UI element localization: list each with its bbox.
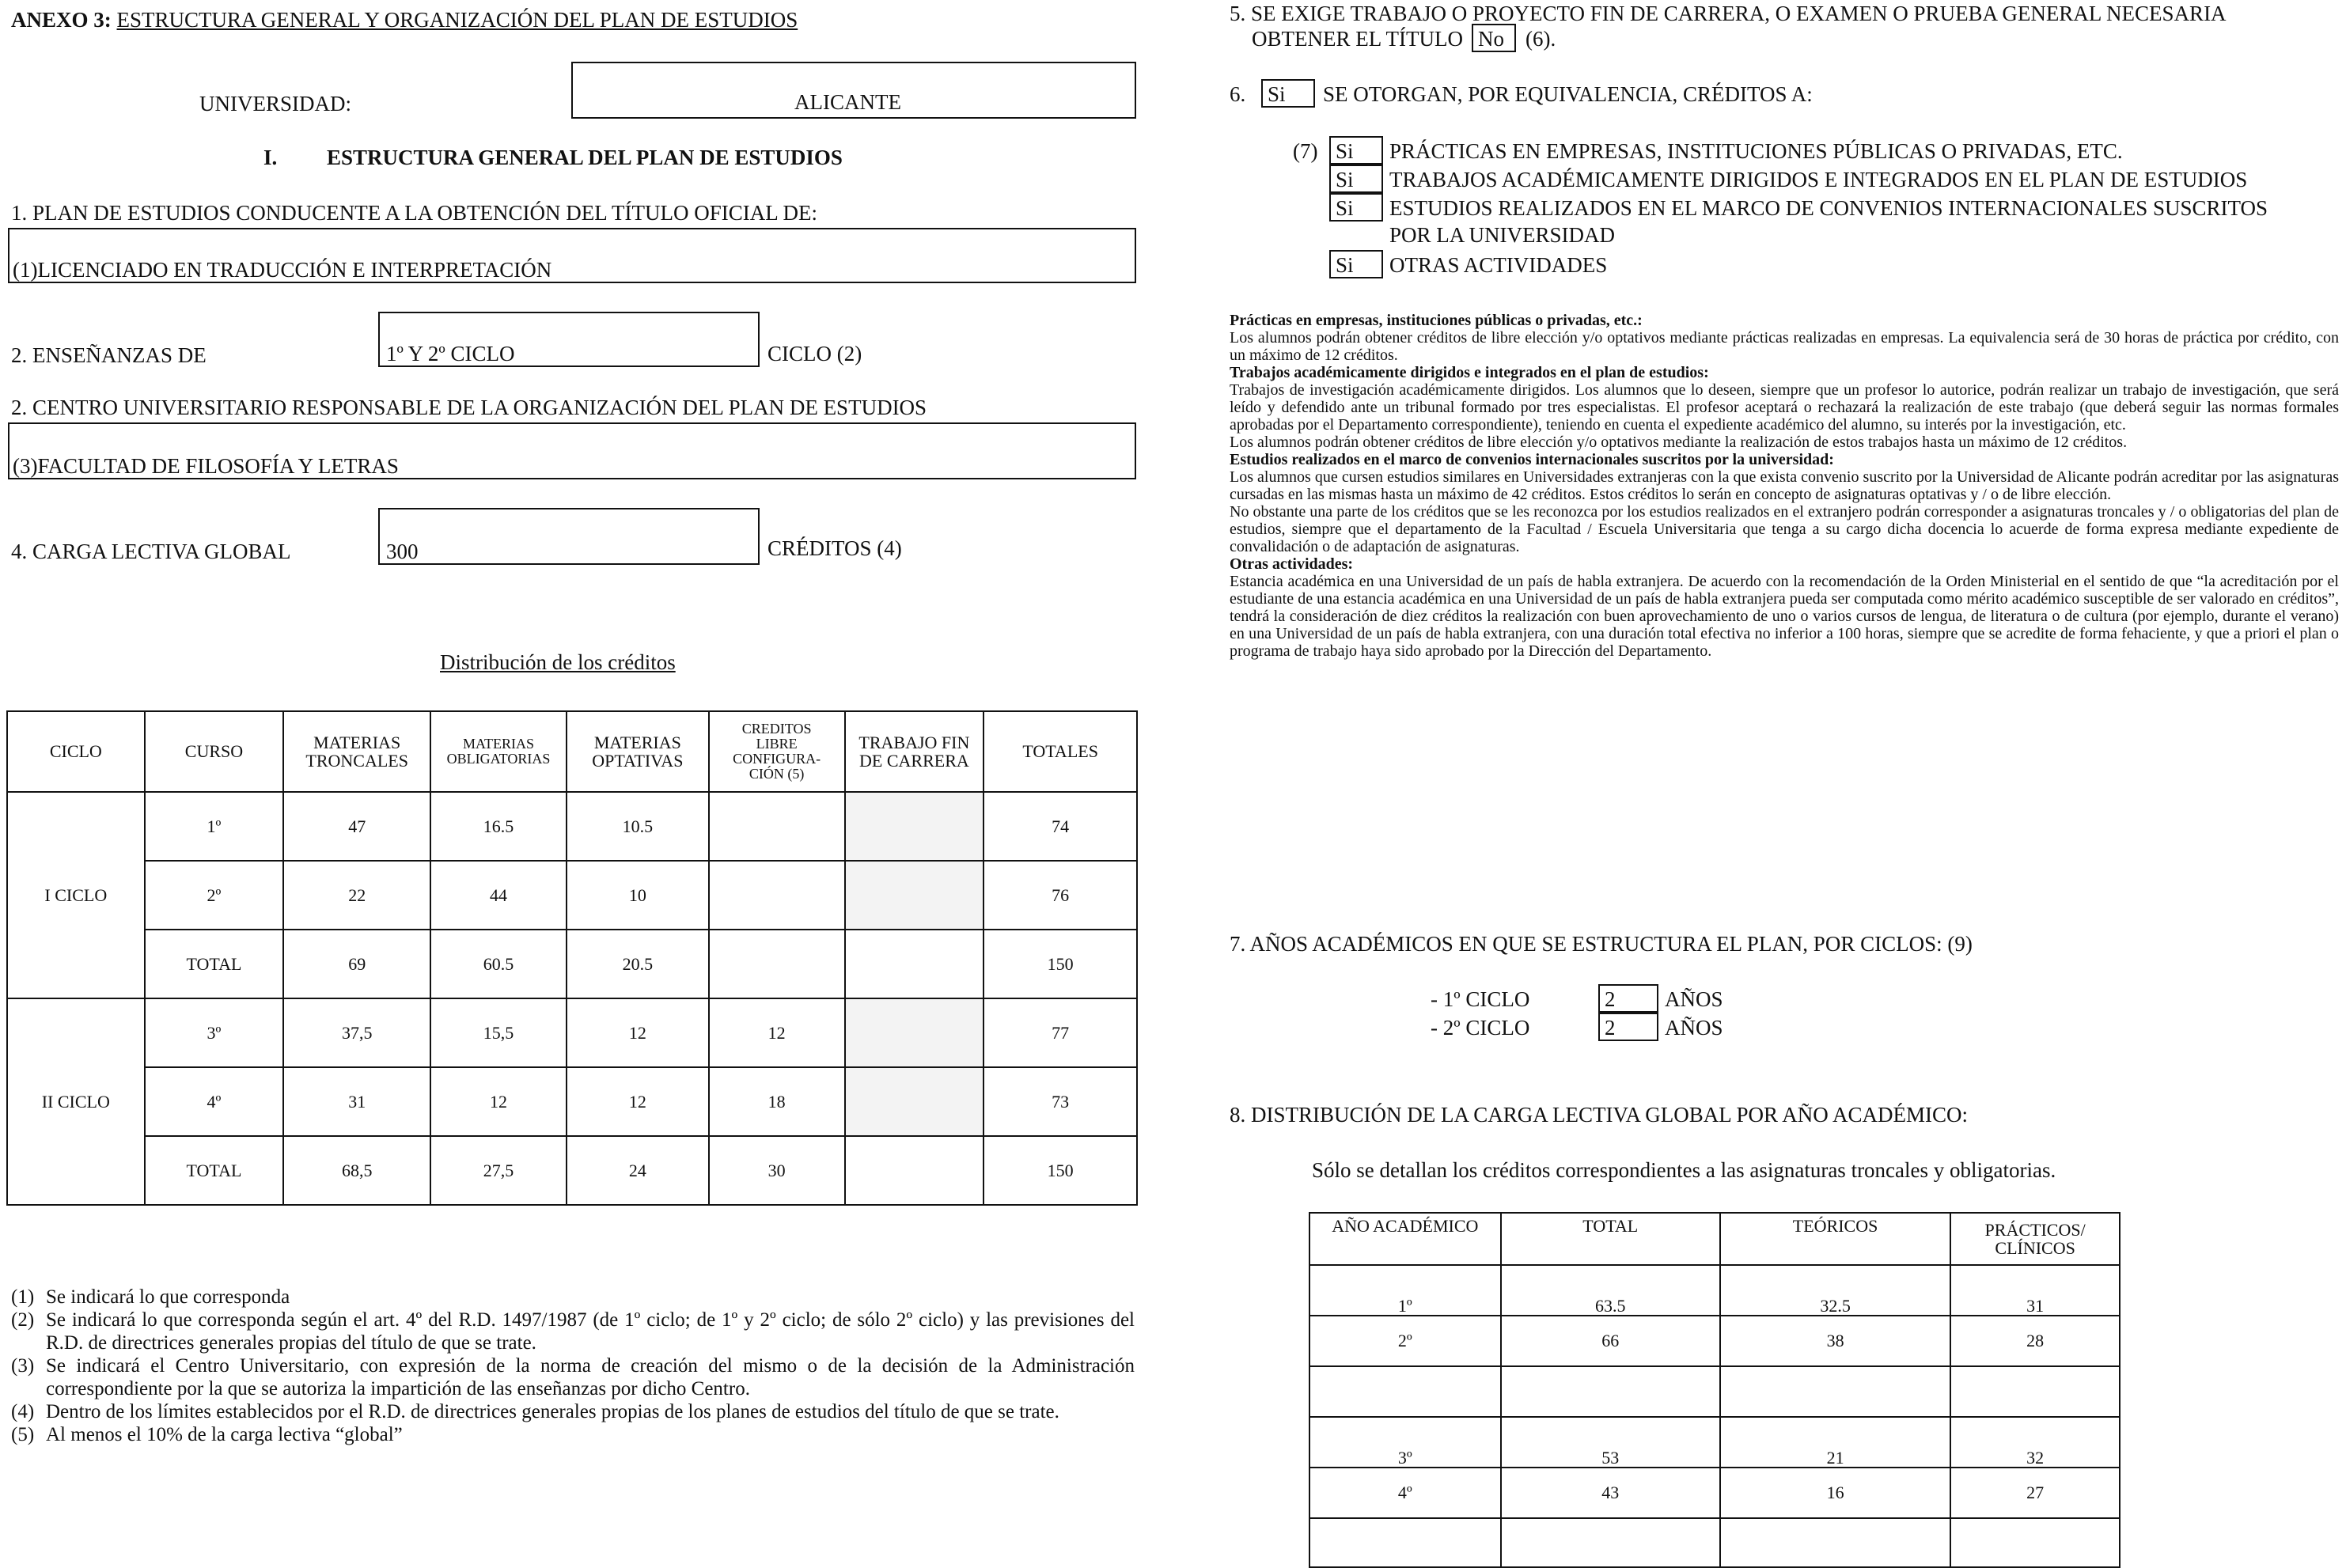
item1-label: 1. PLAN DE ESTUDIOS CONDUCENTE A LA OBTENCIÓN DEL TÍTULO OFICIAL DE:: [11, 201, 817, 225]
cell-practicos: 27: [1950, 1468, 2120, 1518]
cell-libre: 30: [709, 1136, 845, 1205]
item3-value: (3)FACULTAD DE FILOSOFÍA Y LETRAS: [13, 454, 399, 478]
item8-label: 8. DISTRIBUCIÓN DE LA CARGA LECTIVA GLOBAL POR AÑO ACADÉMICO:: [1230, 1103, 1969, 1127]
cell-obligatorias: 44: [430, 861, 567, 930]
cycle2-label: II CICLO: [7, 998, 145, 1205]
annex-label: ANEXO 3:: [11, 8, 112, 32]
col-libre-line4: CIÓN (5): [749, 765, 805, 782]
section-number: I.: [263, 146, 278, 169]
col-troncales: [283, 711, 430, 792]
table-row: [7, 930, 1137, 998]
cell-curso: 2º: [145, 861, 284, 930]
item6-number: 6.: [1230, 82, 1246, 106]
cell-libre: [709, 930, 845, 998]
col-total: TOTAL: [1501, 1213, 1720, 1265]
footnote-4: (4) Dentro de los límites establecidos por el R.D. de directrices generales propias de los planes de estudios del título de que se trate.: [11, 1401, 1059, 1422]
item5-line1: 5. SE EXIGE TRABAJO O PROYECTO FIN DE CARRERA, O EXAMEN O PRUEBA GENERAL NECESARIA: [1230, 2, 2227, 25]
col-obligatorias-line2: OBLIGATORIAS: [446, 751, 551, 767]
item4-suffix: CRÉDITOS (4): [767, 536, 902, 560]
cell-optativas: 12: [567, 1067, 709, 1136]
col-practicos-line2: CLÍNICOS: [1995, 1238, 2075, 1258]
year2-label: - 2º CICLO: [1431, 1016, 1530, 1040]
cell-obligatorias: 27,5: [430, 1136, 567, 1205]
cell-year: 2º: [1309, 1316, 1501, 1366]
year2-box: [1598, 1013, 1658, 1041]
para-estudios: Estudios realizados en el marco de convenios internacionales suscritos por la universidad: Los alumnos que cursen estudios similares en Universidades extranjeras con la que exista convenio suscrito por la Universidad de Alicante podrán acreditar por las asignaturas cursadas en las mismas hasta un máximo de 42 créditos. Estos créditos lo serán en concepto de asignaturas optativas y / o de libre elección.: [1230, 451, 2339, 503]
cell-teoricos: 16: [1720, 1468, 1950, 1518]
year1-label: - 1º CICLO: [1431, 987, 1530, 1011]
cell-obligatorias: 12: [430, 1067, 567, 1136]
cell-teoricos: 21: [1720, 1417, 1950, 1468]
col-libre-line2: LIBRE: [756, 736, 798, 752]
col-totales: TOTALES: [984, 711, 1137, 792]
cell-totales: 77: [984, 998, 1137, 1067]
equiv-box-2: [1329, 165, 1383, 193]
cell-curso: 3º: [145, 998, 284, 1067]
equiv-value-2: Si: [1336, 168, 1354, 191]
cell-curso: TOTAL: [145, 930, 284, 998]
footnotes: [11, 1286, 1135, 1446]
col-practicos: [1950, 1213, 2120, 1265]
table-row: [1309, 1518, 2120, 1567]
annex-title: ESTRUCTURA GENERAL Y ORGANIZACIÓN DEL PLAN DE ESTUDIOS: [116, 8, 798, 32]
cell-trabajo: [845, 1067, 984, 1136]
col-troncales-line2: TRONCALES: [305, 751, 408, 771]
item4-field: [378, 508, 760, 565]
year1-box: [1598, 984, 1658, 1013]
year-table: [1309, 1212, 2120, 1568]
university-value: ALICANTE: [794, 90, 901, 114]
para-trabajos-2: Los alumnos podrán obtener créditos de libre elección y/o optativos mediante la realización de estos trabajos hasta un máximo de 12 créditos.: [1230, 434, 2128, 451]
col-teoricos: TEÓRICOS: [1720, 1213, 1950, 1265]
item5-box: [1472, 24, 1516, 52]
item4-value: 300: [386, 540, 419, 563]
cell-practicos: [1950, 1366, 2120, 1417]
cell-total: 66: [1501, 1316, 1720, 1366]
equiv-box-4: [1329, 250, 1383, 278]
item5-line2: OBTENER EL TÍTULO: [1252, 27, 1463, 51]
cell-trabajo: [845, 1136, 984, 1205]
cell-practicos: 32: [1950, 1417, 2120, 1468]
col-year: AÑO ACADÉMICO: [1309, 1213, 1501, 1265]
cell-troncales: 69: [283, 930, 430, 998]
footnote-5: (5) Al menos el 10% de la carga lectiva “global”: [11, 1424, 403, 1445]
cell-totales: 73: [984, 1067, 1137, 1136]
cell-libre: [709, 792, 845, 861]
cell-libre: [709, 861, 845, 930]
footnote-1: (1) Se indicará lo que corresponda: [11, 1286, 290, 1308]
cell-optativas: 10: [567, 861, 709, 930]
section-title: ESTRUCTURA GENERAL DEL PLAN DE ESTUDIOS: [327, 146, 843, 169]
col-ciclo: CICLO: [7, 711, 145, 792]
equiv-label-2: TRABAJOS ACADÉMICAMENTE DIRIGIDOS E INTEGRADOS EN EL PLAN DE ESTUDIOS: [1389, 168, 2248, 191]
table-row: [7, 1067, 1137, 1136]
col-libre-line1: CREDITOS: [741, 721, 812, 737]
item5-suffix: (6).: [1525, 27, 1556, 51]
cell-trabajo: [845, 998, 984, 1067]
cell-teoricos: 32.5: [1720, 1265, 1950, 1316]
cell-obligatorias: 15,5: [430, 998, 567, 1067]
cell-year: 3º: [1309, 1417, 1501, 1468]
cell-trabajo: [845, 861, 984, 930]
col-practicos-line1: PRÁCTICOS/: [1984, 1219, 2086, 1240]
cell-curso: TOTAL: [145, 1136, 284, 1205]
item1-value: (1)LICENCIADO EN TRADUCCIÓN E INTERPRETACIÓN: [13, 258, 552, 282]
credits-header-row: [7, 711, 1137, 792]
cell-troncales: 47: [283, 792, 430, 861]
cell-trabajo: [845, 792, 984, 861]
col-libre-line3: CONFIGURA-: [733, 751, 821, 767]
footnote-2: (2) Se indicará lo que corresponda según el art. 4º del R.D. 1497/1987 (de 1º ciclo; de 1º y 2º ciclo; de sólo 2º ciclo) y las previsiones del R.D. de directrices generales propias del título de que se trate.: [11, 1309, 1135, 1354]
footnote-3: (3) Se indicará el Centro Universitario, con expresión de la norma de creación del mismo o de la decisión de la Administración correspondiente por la que se autoriza la impartición de las enseñanzas por dicho Centro.: [11, 1355, 1135, 1399]
year1-unit: AÑOS: [1665, 987, 1723, 1011]
item2-label: 2. ENSEÑANZAS DE: [11, 343, 207, 367]
cell-total: [1501, 1366, 1720, 1417]
col-trabajo: [845, 711, 984, 792]
table-row: [1309, 1417, 2120, 1468]
university-label: UNIVERSIDAD:: [199, 92, 351, 116]
table-row: [1309, 1316, 2120, 1366]
equiv-label-3: ESTUDIOS REALIZADOS EN EL MARCO DE CONVENIOS INTERNACIONALES SUSCRITOS: [1389, 196, 2268, 220]
cell-total: 63.5: [1501, 1265, 1720, 1316]
item3-label: 2. CENTRO UNIVERSITARIO RESPONSABLE DE LA ORGANIZACIÓN DEL PLAN DE ESTUDIOS: [11, 396, 927, 419]
cell-totales: 76: [984, 861, 1137, 930]
cell-totales: 74: [984, 792, 1137, 861]
col-troncales-line1: MATERIAS: [313, 732, 401, 752]
cell-totales: 150: [984, 930, 1137, 998]
cell-year: 4º: [1309, 1468, 1501, 1518]
item4-label: 4. CARGA LECTIVA GLOBAL: [11, 540, 291, 563]
annex-heading: [11, 9, 798, 31]
equiv-box-3: [1329, 193, 1383, 222]
cell-year: [1309, 1518, 1501, 1567]
distribution-title: Distribución de los créditos: [440, 650, 676, 674]
item3-field: [8, 422, 1136, 479]
cell-libre: 12: [709, 998, 845, 1067]
cell-optativas: 12: [567, 998, 709, 1067]
equiv-label-4: OTRAS ACTIVIDADES: [1389, 253, 1608, 277]
cell-obligatorias: 60.5: [430, 930, 567, 998]
item2-value: 1º Y 2º CICLO: [386, 342, 515, 365]
item7-label: 7. AÑOS ACADÉMICOS EN QUE SE ESTRUCTURA EL PLAN, POR CICLOS: (9): [1230, 932, 1973, 956]
table-row: [7, 1136, 1137, 1205]
table-row: [1309, 1468, 2120, 1518]
item6-value: Si: [1268, 82, 1286, 106]
cell-troncales: 37,5: [283, 998, 430, 1067]
para-practicas: Prácticas en empresas, instituciones públicas o privadas, etc.: Los alumnos podrán obtener créditos de libre elección y/o optativos mediante prácticas realizadas en empresas. La equivalencia será de 30 horas de práctica por crédito, con un máximo de 12 créditos.: [1230, 312, 2339, 364]
cell-trabajo: [845, 930, 984, 998]
cell-troncales: 22: [283, 861, 430, 930]
cell-total: 53: [1501, 1417, 1720, 1468]
cell-teoricos: 38: [1720, 1316, 1950, 1366]
col-trabajo-line1: TRABAJO FIN: [858, 732, 970, 752]
para-trabajos: Trabajos académicamente dirigidos e integrados en el plan de estudios: Trabajos de investigación académicamente dirigidos. Los alumnos que lo deseen, siempre que un profesor lo autorice, podrán realizar un trabajo de investigación, que será leído y defendido ante un tribunal formado por tres especialistas. El profesor aceptará o rechazará la realización de este trabajo (que deberá seguir las normas formales aprobadas por el Departamento correspondiente), teniendo en cuenta el expediente académico del alumno, su interés por la investigación, etc.: [1230, 364, 2339, 434]
cell-troncales: 31: [283, 1067, 430, 1136]
year2-unit: AÑOS: [1665, 1016, 1723, 1040]
equiv-note: (7): [1293, 139, 1318, 163]
cell-year: 1º: [1309, 1265, 1501, 1316]
item6-label: SE OTORGAN, POR EQUIVALENCIA, CRÉDITOS A:: [1323, 82, 1813, 106]
university-field: [571, 62, 1136, 119]
col-obligatorias: [430, 711, 567, 792]
col-curso: CURSO: [145, 711, 284, 792]
cell-curso: 1º: [145, 792, 284, 861]
year1-value: 2: [1605, 987, 1616, 1011]
table-row: [7, 998, 1137, 1067]
para-estudios-2: No obstante una parte de los créditos que se les reconozca por los estudios realizados en el extranjero podrán corresponder a asignaturas troncales y / o obligatorias del plan de estudios, siempre que el departamento de la Facultad / Escuela Universitaria que tenga a su cargo dicha docencia lo acuerde de forma expresa mediante expediente de convalidación o de adaptación de asignaturas.: [1230, 503, 2339, 555]
year2-value: 2: [1605, 1016, 1616, 1040]
equiv-value-1: Si: [1336, 139, 1354, 163]
cell-practicos: 31: [1950, 1265, 2120, 1316]
cell-troncales: 68,5: [283, 1136, 430, 1205]
equiv-value-3: Si: [1336, 196, 1354, 220]
item1-field: [8, 228, 1136, 283]
col-optativas-line2: OPTATIVAS: [592, 751, 684, 771]
col-trabajo-line2: DE CARRERA: [859, 751, 969, 771]
cell-totales: 150: [984, 1136, 1137, 1205]
equiv-value-4: Si: [1336, 253, 1354, 277]
cell-optativas: 20.5: [567, 930, 709, 998]
equiv-label-1: PRÁCTICAS EN EMPRESAS, INSTITUCIONES PÚBLICAS O PRIVADAS, ETC.: [1389, 139, 2123, 163]
col-obligatorias-line1: MATERIAS: [463, 736, 535, 752]
item5-value: No: [1478, 27, 1504, 51]
table-row: [1309, 1265, 2120, 1316]
cell-teoricos: [1720, 1366, 1950, 1417]
cell-optativas: 10.5: [567, 792, 709, 861]
cycle1-label: I CICLO: [7, 792, 145, 998]
col-optativas-line1: MATERIAS: [593, 732, 681, 752]
cell-total: 43: [1501, 1468, 1720, 1518]
table-row: [1309, 1366, 2120, 1417]
para-otras: Otras actividades: Estancia académica en una Universidad de un país de habla extranjera. De acuerdo con la recomendación de la Orden Ministerial en el sentido de que “la acreditación por el estudiante de una estancia académica en una Universidad de un país de habla extranjera pueda ser computada como mérito académico susceptible de ser valorado en créditos”, tendrá la consideración de diez créditos la realización con buen aprovechamiento de uno o varios cursos de lengua, de literatura o de cultura (por ejemplo, durante el verano) en una Universidad de un país de habla extranjera, con una duración total efectiva no inferior a 100 horas, siempre que se acredite de forma fehaciente, y que a priori el plan o programa de trabajo haya sido aprobado por la Dirección del Departamento.: [1230, 555, 2339, 660]
item2-field: [378, 312, 760, 367]
col-optativas: [567, 711, 709, 792]
equivalence-details: [1230, 312, 2339, 660]
cell-libre: 18: [709, 1067, 845, 1136]
credits-table: [6, 710, 1138, 1206]
cell-practicos: 28: [1950, 1316, 2120, 1366]
cell-total: [1501, 1518, 1720, 1567]
item6-box: [1261, 79, 1315, 108]
cell-teoricos: [1720, 1518, 1950, 1567]
col-libre: [709, 711, 845, 792]
table-row: [7, 861, 1137, 930]
item8-note: Sólo se detallan los créditos correspondientes a las asignaturas troncales y obligatorias.: [1312, 1158, 2056, 1182]
equiv-label-3-cont: POR LA UNIVERSIDAD: [1389, 223, 1616, 247]
cell-year: [1309, 1366, 1501, 1417]
cell-obligatorias: 16.5: [430, 792, 567, 861]
cell-curso: 4º: [145, 1067, 284, 1136]
cell-practicos: [1950, 1518, 2120, 1567]
table-row: [7, 792, 1137, 861]
year-header-row: [1309, 1213, 2120, 1265]
cell-optativas: 24: [567, 1136, 709, 1205]
item2-suffix: CICLO (2): [767, 342, 862, 365]
equiv-box-1: [1329, 136, 1383, 165]
